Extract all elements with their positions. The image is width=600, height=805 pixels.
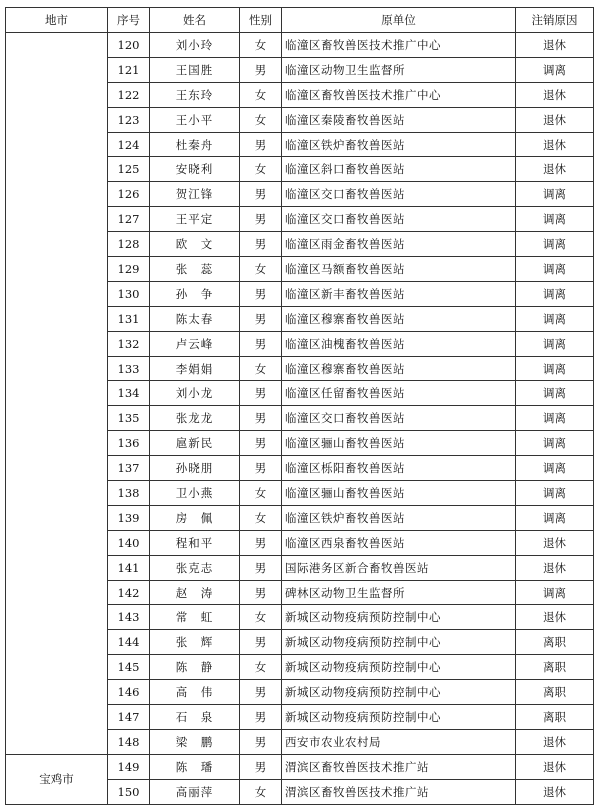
sex-cell: 男	[240, 331, 282, 356]
name-cell: 刘小玲	[150, 33, 240, 58]
reason-cell: 离职	[516, 680, 594, 705]
sex-cell: 男	[240, 406, 282, 431]
seq-cell: 144	[108, 630, 150, 655]
seq-cell: 129	[108, 257, 150, 282]
seq-cell: 135	[108, 406, 150, 431]
name-cell: 安晓利	[150, 157, 240, 182]
sex-cell: 男	[240, 182, 282, 207]
seq-cell: 149	[108, 754, 150, 779]
header-seq: 序号	[108, 8, 150, 33]
table-row	[6, 33, 594, 58]
sex-cell: 女	[240, 157, 282, 182]
sex-cell: 男	[240, 281, 282, 306]
unit-cell: 临潼区畜牧兽医技术推广中心	[282, 82, 516, 107]
name-cell: 常 虹	[150, 605, 240, 630]
sex-cell: 男	[240, 580, 282, 605]
reason-cell: 调离	[516, 406, 594, 431]
unit-cell: 临潼区动物卫生监督所	[282, 57, 516, 82]
name-cell: 房 佩	[150, 505, 240, 530]
name-cell: 张龙龙	[150, 406, 240, 431]
seq-cell: 120	[108, 33, 150, 58]
name-cell: 程和平	[150, 530, 240, 555]
unit-cell: 碑林区动物卫生监督所	[282, 580, 516, 605]
sex-cell: 女	[240, 505, 282, 530]
sex-cell: 女	[240, 605, 282, 630]
unit-cell: 临潼区穆寨畜牧兽医站	[282, 356, 516, 381]
reason-cell: 退休	[516, 605, 594, 630]
unit-cell: 渭滨区畜牧兽医技术推广站	[282, 779, 516, 804]
reason-cell: 退休	[516, 779, 594, 804]
reason-cell: 调离	[516, 481, 594, 506]
seq-cell: 122	[108, 82, 150, 107]
table-row	[6, 754, 594, 779]
unit-cell: 临潼区交口畜牧兽医站	[282, 406, 516, 431]
seq-cell: 150	[108, 779, 150, 804]
name-cell: 孙 争	[150, 281, 240, 306]
reason-cell: 调离	[516, 431, 594, 456]
name-cell: 刘小龙	[150, 381, 240, 406]
name-cell: 王平定	[150, 207, 240, 232]
unit-cell: 临潼区畜牧兽医技术推广中心	[282, 33, 516, 58]
seq-cell: 140	[108, 530, 150, 555]
unit-cell: 临潼区栎阳畜牧兽医站	[282, 456, 516, 481]
sex-cell: 男	[240, 705, 282, 730]
seq-cell: 126	[108, 182, 150, 207]
name-cell: 卫小燕	[150, 481, 240, 506]
sex-cell: 男	[240, 555, 282, 580]
sex-cell: 男	[240, 680, 282, 705]
header-city: 地市	[6, 8, 108, 33]
unit-cell: 临潼区秦陵畜牧兽医站	[282, 107, 516, 132]
sex-cell: 男	[240, 729, 282, 754]
name-cell: 李娟娟	[150, 356, 240, 381]
reason-cell: 离职	[516, 705, 594, 730]
sex-cell: 男	[240, 207, 282, 232]
reason-cell: 调离	[516, 580, 594, 605]
unit-cell: 临潼区铁炉畜牧兽医站	[282, 132, 516, 157]
reason-cell: 退休	[516, 754, 594, 779]
reason-cell: 调离	[516, 281, 594, 306]
reason-cell: 调离	[516, 232, 594, 257]
sex-cell: 女	[240, 257, 282, 282]
sex-cell: 女	[240, 655, 282, 680]
seq-cell: 146	[108, 680, 150, 705]
reason-cell: 调离	[516, 182, 594, 207]
header-sex: 性别	[240, 8, 282, 33]
name-cell: 赵 涛	[150, 580, 240, 605]
name-cell: 张 蕊	[150, 257, 240, 282]
name-cell: 杜秦舟	[150, 132, 240, 157]
unit-cell: 临潼区雨金畜牧兽医站	[282, 232, 516, 257]
table-body	[6, 33, 594, 805]
name-cell: 陈 璠	[150, 754, 240, 779]
sex-cell: 男	[240, 306, 282, 331]
sex-cell: 男	[240, 232, 282, 257]
header-reason: 注销原因	[516, 8, 594, 33]
seq-cell: 134	[108, 381, 150, 406]
sex-cell: 女	[240, 107, 282, 132]
unit-cell: 临潼区新丰畜牧兽医站	[282, 281, 516, 306]
seq-cell: 147	[108, 705, 150, 730]
seq-cell: 130	[108, 281, 150, 306]
unit-cell: 临潼区西泉畜牧兽医站	[282, 530, 516, 555]
seq-cell: 139	[108, 505, 150, 530]
name-cell: 陈太春	[150, 306, 240, 331]
seq-cell: 132	[108, 331, 150, 356]
seq-cell: 143	[108, 605, 150, 630]
unit-cell: 临潼区铁炉畜牧兽医站	[282, 505, 516, 530]
header-name: 姓名	[150, 8, 240, 33]
seq-cell: 141	[108, 555, 150, 580]
name-cell: 王东玲	[150, 82, 240, 107]
unit-cell: 新城区动物疫病预防控制中心	[282, 680, 516, 705]
unit-cell: 新城区动物疫病预防控制中心	[282, 630, 516, 655]
reason-cell: 退休	[516, 107, 594, 132]
city-cell: 宝鸡市	[6, 754, 108, 804]
name-cell: 高 伟	[150, 680, 240, 705]
unit-cell: 临潼区穆寨畜牧兽医站	[282, 306, 516, 331]
name-cell: 扈新民	[150, 431, 240, 456]
unit-cell: 临潼区马额畜牧兽医站	[282, 257, 516, 282]
seq-cell: 128	[108, 232, 150, 257]
reason-cell: 调离	[516, 207, 594, 232]
unit-cell: 临潼区交口畜牧兽医站	[282, 207, 516, 232]
header-row	[6, 8, 594, 33]
unit-cell: 国际港务区新合畜牧兽医站	[282, 555, 516, 580]
sex-cell: 女	[240, 481, 282, 506]
sex-cell: 男	[240, 630, 282, 655]
seq-cell: 127	[108, 207, 150, 232]
unit-cell: 渭滨区畜牧兽医技术推广站	[282, 754, 516, 779]
unit-cell: 临潼区骊山畜牧兽医站	[282, 481, 516, 506]
reason-cell: 退休	[516, 33, 594, 58]
sex-cell: 女	[240, 82, 282, 107]
unit-cell: 西安市农业农村局	[282, 729, 516, 754]
reason-cell: 退休	[516, 555, 594, 580]
reason-cell: 调离	[516, 306, 594, 331]
name-cell: 王国胜	[150, 57, 240, 82]
sex-cell: 女	[240, 356, 282, 381]
seq-cell: 125	[108, 157, 150, 182]
reason-cell: 调离	[516, 57, 594, 82]
seq-cell: 142	[108, 580, 150, 605]
seq-cell: 136	[108, 431, 150, 456]
unit-cell: 临潼区油槐畜牧兽医站	[282, 331, 516, 356]
unit-cell: 新城区动物疫病预防控制中心	[282, 655, 516, 680]
name-cell: 张 辉	[150, 630, 240, 655]
seq-cell: 133	[108, 356, 150, 381]
reason-cell: 退休	[516, 729, 594, 754]
sex-cell: 女	[240, 779, 282, 804]
sex-cell: 男	[240, 456, 282, 481]
reason-cell: 退休	[516, 157, 594, 182]
header-unit: 原单位	[282, 8, 516, 33]
seq-cell: 148	[108, 729, 150, 754]
seq-cell: 138	[108, 481, 150, 506]
seq-cell: 124	[108, 132, 150, 157]
sex-cell: 男	[240, 132, 282, 157]
seq-cell: 145	[108, 655, 150, 680]
name-cell: 王小平	[150, 107, 240, 132]
seq-cell: 131	[108, 306, 150, 331]
name-cell: 高丽萍	[150, 779, 240, 804]
reason-cell: 调离	[516, 456, 594, 481]
name-cell: 陈 静	[150, 655, 240, 680]
sex-cell: 男	[240, 754, 282, 779]
unit-cell: 临潼区斜口畜牧兽医站	[282, 157, 516, 182]
reason-cell: 调离	[516, 381, 594, 406]
registry-table	[5, 7, 594, 805]
reason-cell: 离职	[516, 630, 594, 655]
unit-cell: 临潼区骊山畜牧兽医站	[282, 431, 516, 456]
name-cell: 欧 文	[150, 232, 240, 257]
unit-cell: 新城区动物疫病预防控制中心	[282, 605, 516, 630]
name-cell: 贺江锋	[150, 182, 240, 207]
sex-cell: 男	[240, 530, 282, 555]
reason-cell: 调离	[516, 356, 594, 381]
name-cell: 梁 鹏	[150, 729, 240, 754]
seq-cell: 123	[108, 107, 150, 132]
unit-cell: 新城区动物疫病预防控制中心	[282, 705, 516, 730]
unit-cell: 临潼区任留畜牧兽医站	[282, 381, 516, 406]
seq-cell: 121	[108, 57, 150, 82]
seq-cell: 137	[108, 456, 150, 481]
reason-cell: 调离	[516, 331, 594, 356]
reason-cell: 调离	[516, 257, 594, 282]
reason-cell: 退休	[516, 132, 594, 157]
name-cell: 石 泉	[150, 705, 240, 730]
reason-cell: 退休	[516, 530, 594, 555]
sex-cell: 女	[240, 33, 282, 58]
city-cell	[6, 33, 108, 755]
reason-cell: 离职	[516, 655, 594, 680]
sex-cell: 男	[240, 57, 282, 82]
unit-cell: 临潼区交口畜牧兽医站	[282, 182, 516, 207]
reason-cell: 调离	[516, 505, 594, 530]
name-cell: 卢云峰	[150, 331, 240, 356]
reason-cell: 退休	[516, 82, 594, 107]
sex-cell: 男	[240, 431, 282, 456]
name-cell: 孙晓朋	[150, 456, 240, 481]
sex-cell: 男	[240, 381, 282, 406]
name-cell: 张克志	[150, 555, 240, 580]
